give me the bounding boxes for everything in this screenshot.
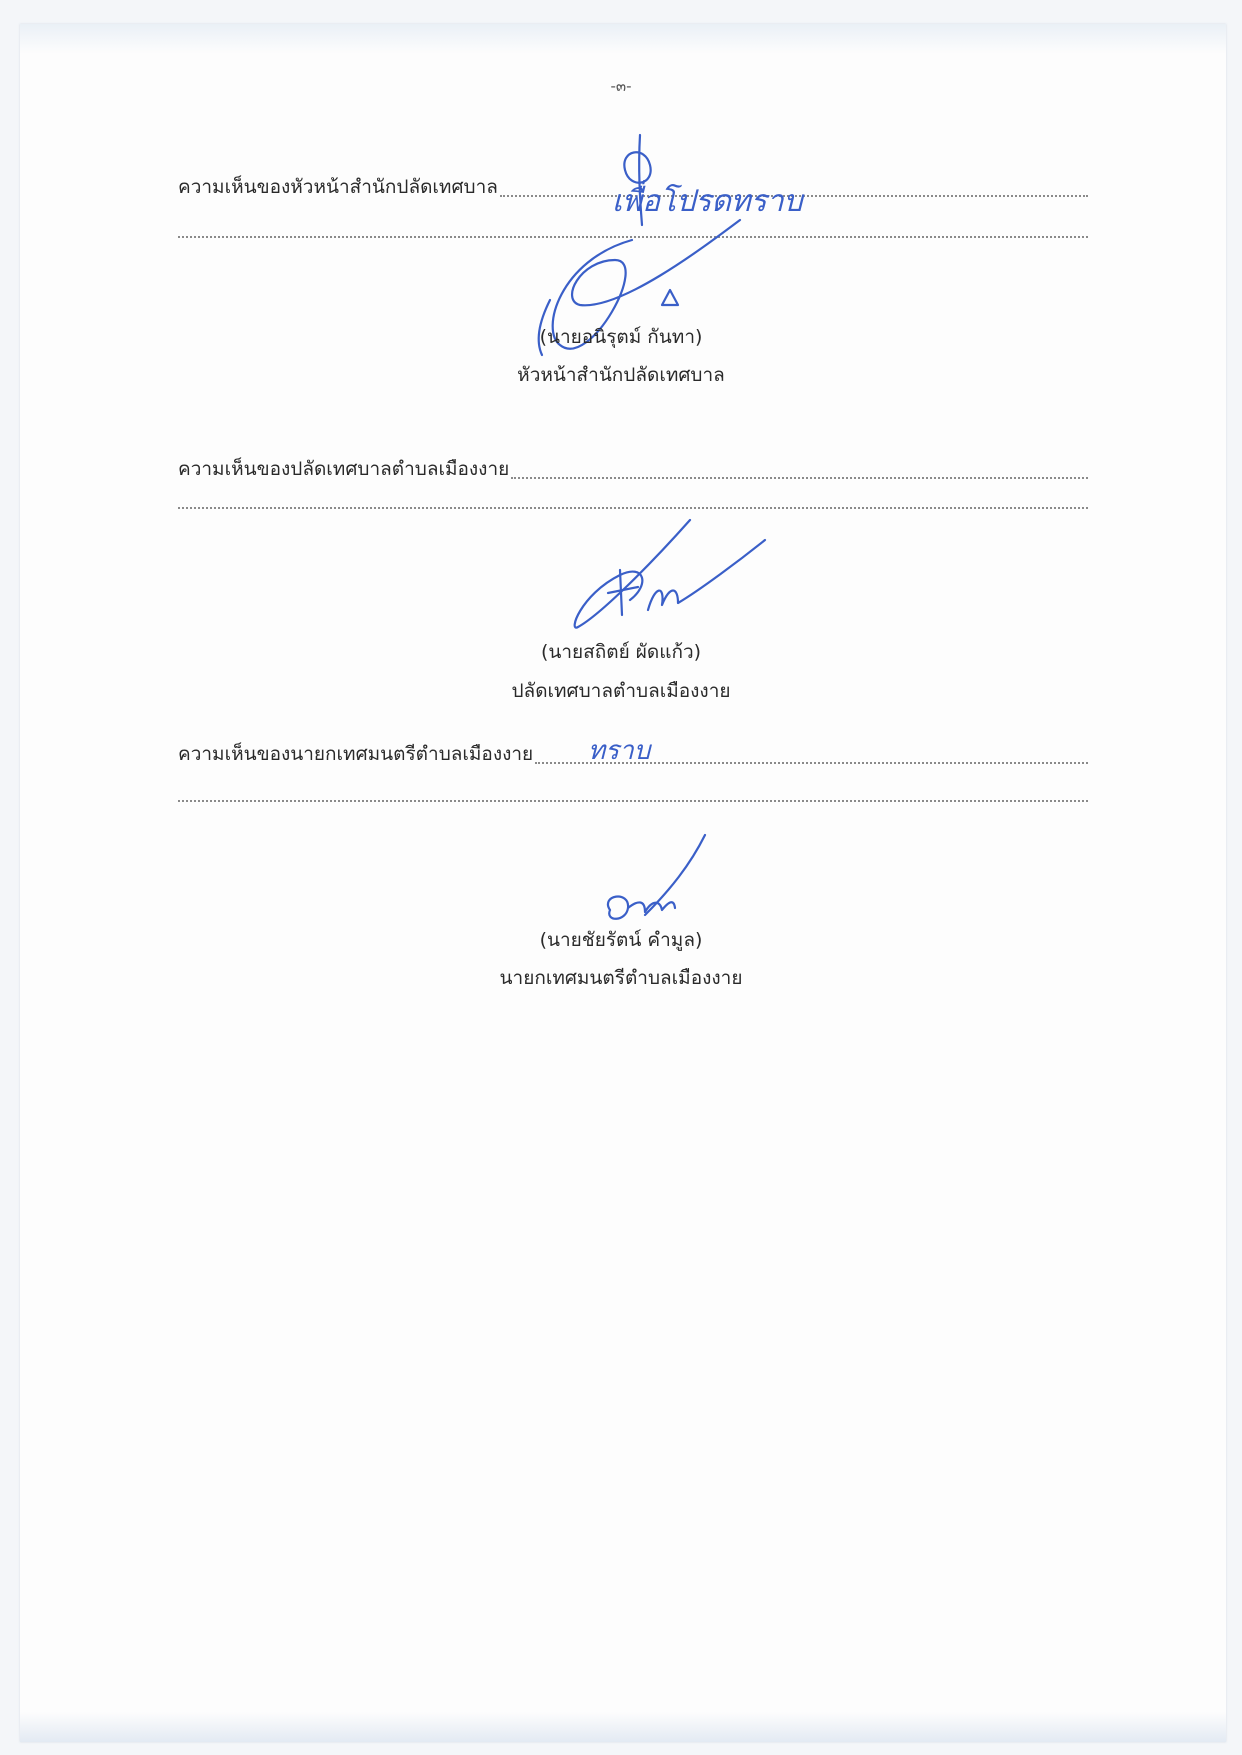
dotted-blank-line [178,507,1088,509]
signer-name: (นายอนิรุตม์ กันทา) [539,326,703,348]
signer-title: ปลัดเทศบาลตำบลเมืองงาย [511,680,731,702]
handwritten-opinion: เพื่อโปรดทราบ [612,184,803,219]
opinion-label: ความเห็นของปลัดเทศบาลตำบลเมืองงาย [178,458,510,480]
page-number: -๓- [610,77,632,95]
signer-title: หัวหน้าสำนักปลัดเทศบาล [517,364,725,386]
opinion-line-municipal-clerk [178,454,1088,484]
scan-shadow-bottom [20,1712,1226,1742]
signer-title: นายกเทศมนตรีตำบลเมืองงาย [499,967,743,989]
scan-shadow-top [20,24,1226,54]
signature-mayor [590,830,730,930]
handwritten-opinion: ทราบ [588,736,651,766]
signer-name: (นายชัยรัตน์ คำมูล) [539,929,703,951]
dotted-fill [511,477,1088,479]
dotted-blank-line [178,800,1088,802]
opinion-label: ความเห็นของหัวหน้าสำนักปลัดเทศบาล [178,176,498,198]
signer-name: (นายสถิตย์ ผัดแก้ว) [540,641,702,663]
opinion-label: ความเห็นของนายกเทศมนตรีตำบลเมืองงาย [178,743,534,765]
signature-municipal-clerk [560,515,780,635]
